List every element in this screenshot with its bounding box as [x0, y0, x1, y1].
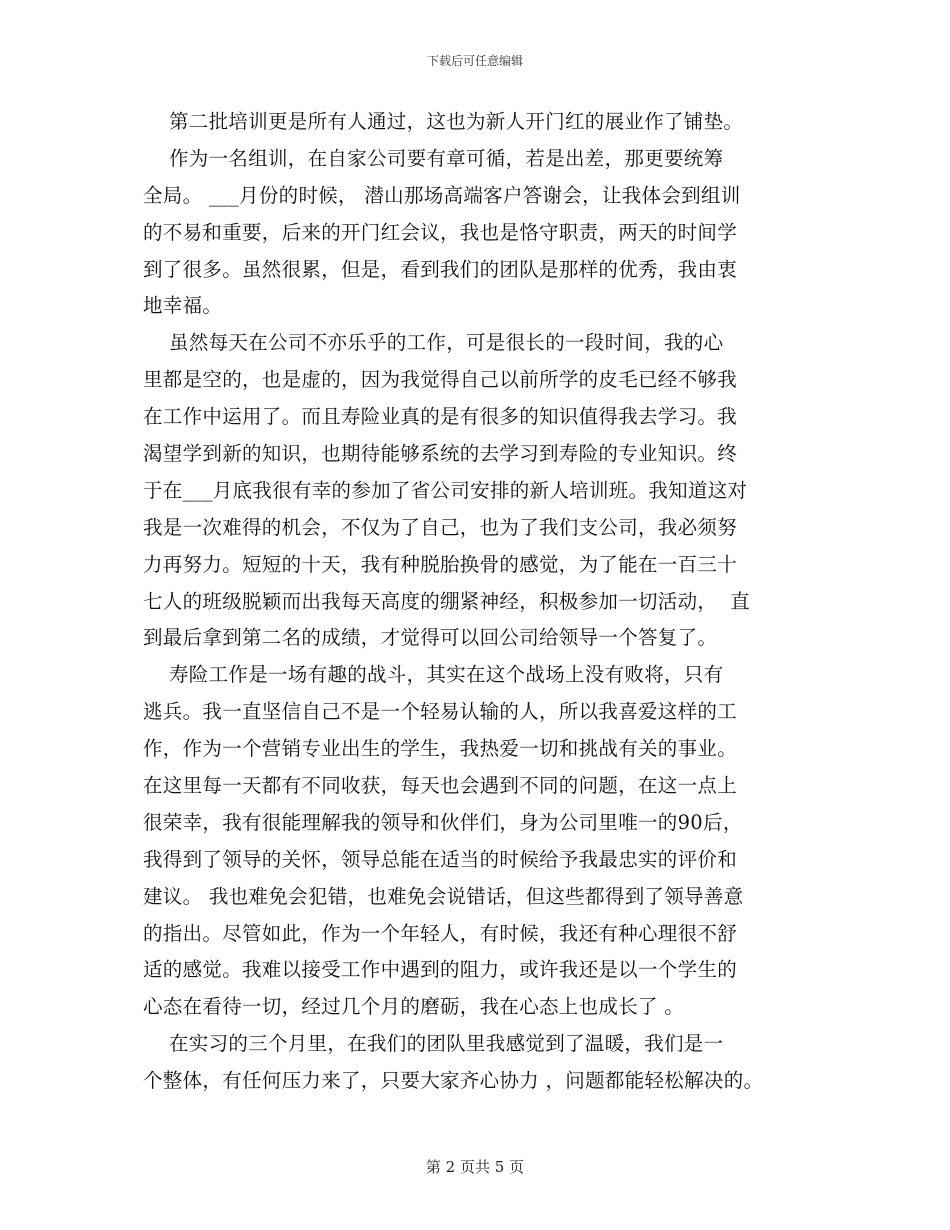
text-line: 到了很多。虽然很累，但是，看到我们的团队是那样的优秀，我由衷	[143, 257, 738, 281]
text-line: 心态在看待一切，经过几个月的磨砺，我在心态上也成长了 。	[143, 995, 685, 1019]
page-number: 第 2 页共 5 页	[425, 1158, 525, 1176]
text-line: 作，作为一个营销专业出生的学生，我热爱一切和挑战有关的事业。	[143, 737, 738, 761]
page-header: 下载后可任意编辑	[426, 54, 523, 68]
text-line: 的不易和重要，后来的开门红会议，我也是恪守职责，两天的时间学	[143, 220, 738, 244]
text-line: 第二批培训更是所有人通过，这也为新人开门红的展业作了铺垫。	[143, 110, 744, 133]
text-line: 个整体，有任何压力来了，只要大家齐心协力 ，问题都能轻松解决的。	[143, 1069, 764, 1093]
text-line: 很荣幸，我有很能理解我的领导和伙伴们，身为公司里唯一的90后，	[143, 810, 743, 834]
text-line: 里都是空的，也是虚的，因为我觉得自己以前所学的皮毛已经不够我	[143, 368, 738, 392]
text-line: 力再努力。短短的十天，我有种脱胎换骨的感觉，为了能在一百三十	[143, 552, 738, 576]
text-line: 虽然每天在公司不亦乐乎的工作，可是很长的一段时间，我的心	[143, 331, 724, 355]
text-line: 我是一次难得的机会，不仅为了自己，也为了我们支公司，我必须努	[143, 515, 738, 539]
text-line: 建议。 我也难免会犯错，也难免会说错话，但这些都得到了领导善意	[143, 884, 744, 908]
text-line: 在工作中运用了。而且寿险业真的是有很多的知识值得我去学习。我	[143, 405, 738, 429]
text-line: 于在___月底我很有幸的参加了省公司安排的新人培训班。我知道这对	[143, 478, 748, 502]
text-line: 渴望学到新的知识，也期待能够系统的去学习到寿险的专业知识。终	[143, 442, 738, 466]
text-line: 全局。 ___月份的时候， 潜山那场高端客户答谢会，让我体会到组训	[143, 183, 741, 207]
text-line: 到最后拿到第二名的成绩，才觉得可以回公司给领导一个答复了。	[143, 626, 718, 650]
text-line: 在这里每一天都有不同收获，每天也会遇到不同的问题，在这一点上	[143, 774, 738, 798]
text-line: 寿险工作是一场有趣的战斗，其实在这个战场上没有败将，只有	[143, 663, 724, 687]
text-line: 的指出。尽管如此，作为一个年轻人，有时候，我还有种心理很不舒	[143, 921, 738, 945]
text-line: 适的感觉。我难以接受工作中遇到的阻力，或许我还是以一个学生的	[143, 958, 738, 982]
text-line: 作为一名组训，在自家公司要有章可循，若是出差，那更要统筹	[143, 146, 724, 170]
text-line: 七人的班级脱颖而出我每天高度的绷紧神经，积极参加一切活动， 直	[143, 589, 750, 613]
text-line: 我得到了领导的关怀，领导总能在适当的时候给予我最忠实的评价和	[143, 847, 738, 871]
text-line: 逃兵。我一直坚信自己不是一个轻易认输的人，所以我喜爱这样的工	[143, 700, 738, 724]
text-line: 在实习的三个月里，在我们的团队里我感觉到了温暖，我们是一	[143, 1032, 724, 1056]
text-line: 地幸福。	[143, 294, 223, 318]
document-body	[143, 104, 833, 1100]
